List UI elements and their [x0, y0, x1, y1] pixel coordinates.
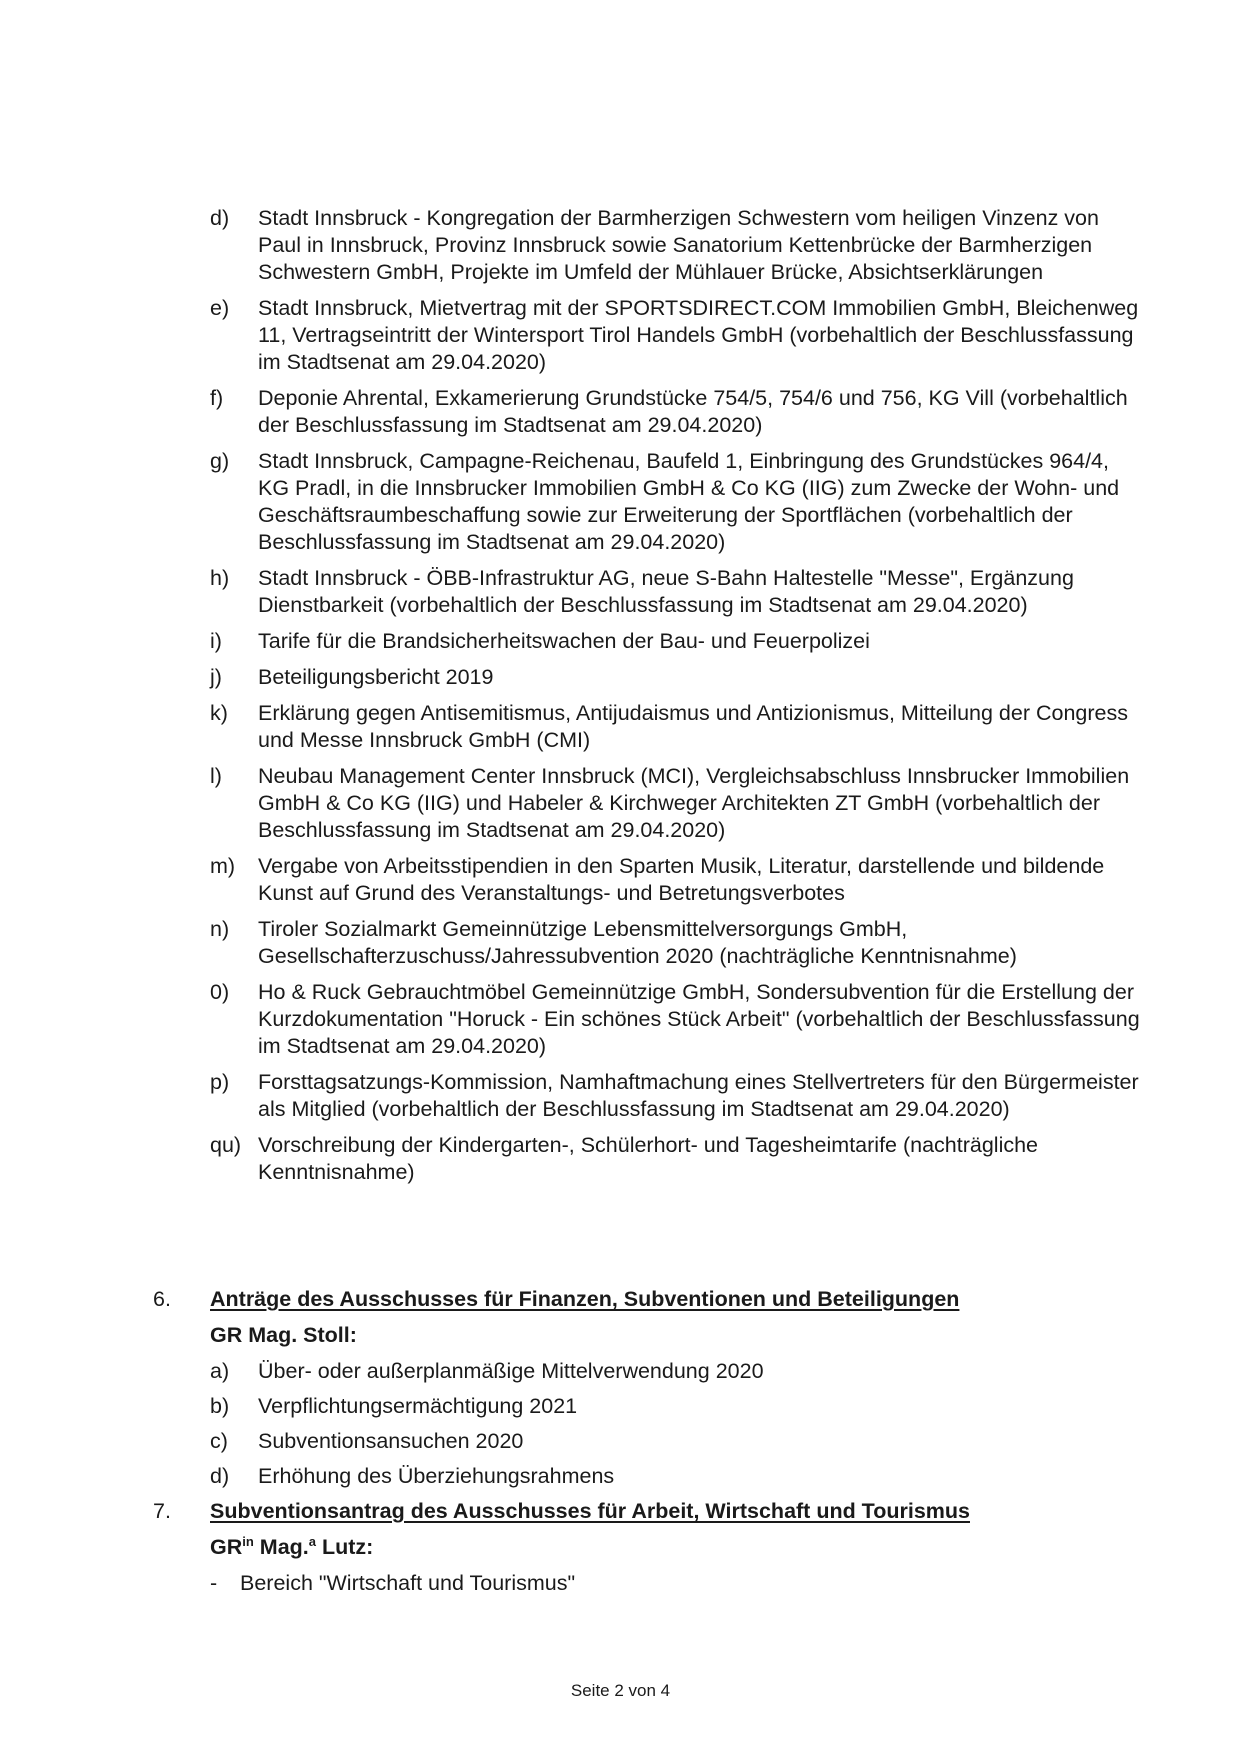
- item-text: Stadt Innsbruck, Mietvertrag mit der SPORTSDIRECT.COM Immobilien GmbH, Bleichenweg 11, Vertragseintritt der Wintersport Tirol Handels GmbH (vorbehaltlich der Beschlussfassung im Stadtsenat am 29.04.2020): [258, 296, 1139, 374]
- item-marker: d): [210, 206, 230, 230]
- item-text: Erklärung gegen Antisemitismus, Antijudaismus und Antizionismus, Mitteilung der Congress und Messe Innsbruck GmbH (CMI): [258, 701, 1128, 752]
- item-text: Subventionsansuchen 2020: [258, 1429, 524, 1453]
- agenda-subitem-m: [210, 853, 1145, 907]
- item-text: Stadt Innsbruck - Kongregation der Barmherzigen Schwestern vom heiligen Vinzenz von Paul in Innsbruck, Provinz Innsbruck sowie Sanatorium Kettenbrücke der Barmherzigen Schwestern GmbH, Projekte im Umfeld der Mühlauer Brücke, Absichtserklärungen: [258, 206, 1099, 284]
- agenda-subitems-list: [210, 205, 1145, 1195]
- agenda-subitem-e: [210, 295, 1145, 376]
- item-marker: p): [210, 1070, 230, 1094]
- item-marker: i): [210, 629, 222, 653]
- section-title: Anträge des Ausschusses für Finanzen, Subventionen und Beteiligungen: [210, 1287, 960, 1311]
- item-marker: n): [210, 917, 230, 941]
- agenda-subitem-n: [210, 916, 1145, 970]
- item-text: Erhöhung des Überziehungsrahmens: [258, 1464, 615, 1488]
- presenter-prefix: GR: [210, 1535, 243, 1559]
- item-marker: qu): [210, 1133, 242, 1157]
- section-presenter: GR Mag. Stoll:: [210, 1323, 357, 1347]
- item-text: Forsttagsatzungs-Kommission, Namhaftmachung eines Stellvertreters für den Bürgermeister als Mitglied (vorbehaltlich der Beschlussfassung im Stadtsenat am 29.04.2020): [258, 1070, 1139, 1121]
- section-title: Subventionsantrag des Ausschusses für Arbeit, Wirtschaft und Tourismus: [210, 1499, 970, 1523]
- item-marker: e): [210, 296, 230, 320]
- agenda-sections: [153, 1286, 1143, 1605]
- presenter-title: Mag.: [253, 1535, 309, 1559]
- agenda-section-7: [153, 1498, 1143, 1597]
- agenda-subitem-l: [210, 763, 1145, 844]
- item-text: Tiroler Sozialmarkt Gemeinnützige Lebensmittelversorgungs GmbH, Gesellschafterzuschuss/Jahressubvention 2020 (nachträgliche Kenntnisnahme): [258, 917, 1017, 968]
- item-marker: j): [210, 665, 222, 689]
- section-presenter: [210, 1534, 1143, 1561]
- section-6-subitem-b: [210, 1393, 1143, 1420]
- item-marker: k): [210, 701, 228, 725]
- agenda-subitem-k: [210, 700, 1145, 754]
- presenter-superscript-a: a: [308, 1534, 316, 1549]
- item-marker: d): [210, 1464, 230, 1488]
- presenter-name: Lutz:: [316, 1535, 374, 1559]
- agenda-subitem-qu: [210, 1132, 1145, 1186]
- agenda-subitem-h: [210, 565, 1145, 619]
- item-marker: -: [210, 1571, 218, 1595]
- agenda-subitem-i: [210, 628, 1145, 655]
- section-6-subitem-a: [210, 1358, 1143, 1385]
- item-marker: c): [210, 1429, 228, 1453]
- item-text: Bereich "Wirtschaft und Tourismus": [240, 1571, 576, 1595]
- item-marker: a): [210, 1359, 230, 1383]
- item-marker: l): [210, 764, 222, 788]
- item-text: Deponie Ahrental, Exkamerierung Grundstücke 754/5, 754/6 und 756, KG Vill (vorbehaltlich der Beschlussfassung im Stadtsenat am 29.04.2020): [258, 386, 1128, 437]
- agenda-section-6: [153, 1286, 1143, 1490]
- item-marker: h): [210, 566, 230, 590]
- item-text: Vergabe von Arbeitsstipendien in den Sparten Musik, Literatur, darstellende und bildende Kunst auf Grund des Veranstaltungs- und Betretungsverbotes: [258, 854, 1105, 905]
- agenda-subitem-o: [210, 979, 1145, 1060]
- agenda-subitem-d: [210, 205, 1145, 286]
- item-marker: m): [210, 854, 236, 878]
- section-6-subitem-c: [210, 1428, 1143, 1455]
- item-text: Stadt Innsbruck - ÖBB-Infrastruktur AG, neue S-Bahn Haltestelle "Messe", Ergänzung Dienstbarkeit (vorbehaltlich der Beschlussfassung im Stadtsenat am 29.04.2020): [258, 566, 1074, 617]
- presenter-superscript-in: in: [242, 1534, 254, 1549]
- item-marker: b): [210, 1394, 230, 1418]
- item-marker: 0): [210, 980, 230, 1004]
- item-text: Tarife für die Brandsicherheitswachen der Bau- und Feuerpolizei: [258, 629, 870, 653]
- agenda-subitem-f: [210, 385, 1145, 439]
- item-text: Neubau Management Center Innsbruck (MCI), Vergleichsabschluss Innsbrucker Immobilien GmbH & Co KG (IIG) und Habeler & Kirchweger Architekten ZT GmbH (vorbehaltlich der Beschlussfassung im Stadtsenat am 29.04.2020): [258, 764, 1130, 842]
- item-text: Stadt Innsbruck, Campagne-Reichenau, Baufeld 1, Einbringung des Grundstückes 964/4, KG Pradl, in die Innsbrucker Immobilien GmbH & Co KG (IIG) zum Zwecke der Wohn- und Geschäftsraumbeschaffung sowie zur Erweiterung der Sportflächen (vorbehaltlich der Beschlussfassung im Stadtsenat am 29.04.2020): [258, 449, 1120, 554]
- item-marker: f): [210, 386, 224, 410]
- page-footer: Seite 2 von 4: [570, 1681, 671, 1700]
- section-6-subitems: [210, 1358, 1143, 1490]
- agenda-subitem-g: [210, 448, 1145, 556]
- section-6-subitem-d: [210, 1463, 1143, 1490]
- agenda-subitem-p: [210, 1069, 1145, 1123]
- section-number: 7.: [153, 1499, 171, 1523]
- agenda-subitem-j: [210, 664, 1145, 691]
- item-marker: g): [210, 449, 230, 473]
- section-number: 6.: [153, 1287, 171, 1311]
- item-text: Beteiligungsbericht 2019: [258, 665, 494, 689]
- section-7-subitem: [210, 1570, 1143, 1597]
- item-text: Verpflichtungsermächtigung 2021: [258, 1394, 578, 1418]
- item-text: Ho & Ruck Gebrauchtmöbel Gemeinnützige GmbH, Sondersubvention für die Erstellung der Kurzdokumentation "Horuck - Ein schönes Stück Arbeit" (vorbehaltlich der Beschlussfassung im Stadtsenat am 29.04.2020): [258, 980, 1140, 1058]
- item-text: Über- oder außerplanmäßige Mittelverwendung 2020: [258, 1359, 764, 1383]
- item-text: Vorschreibung der Kindergarten-, Schülerhort- und Tagesheimtarife (nachträgliche Kenntnisnahme): [258, 1133, 1039, 1184]
